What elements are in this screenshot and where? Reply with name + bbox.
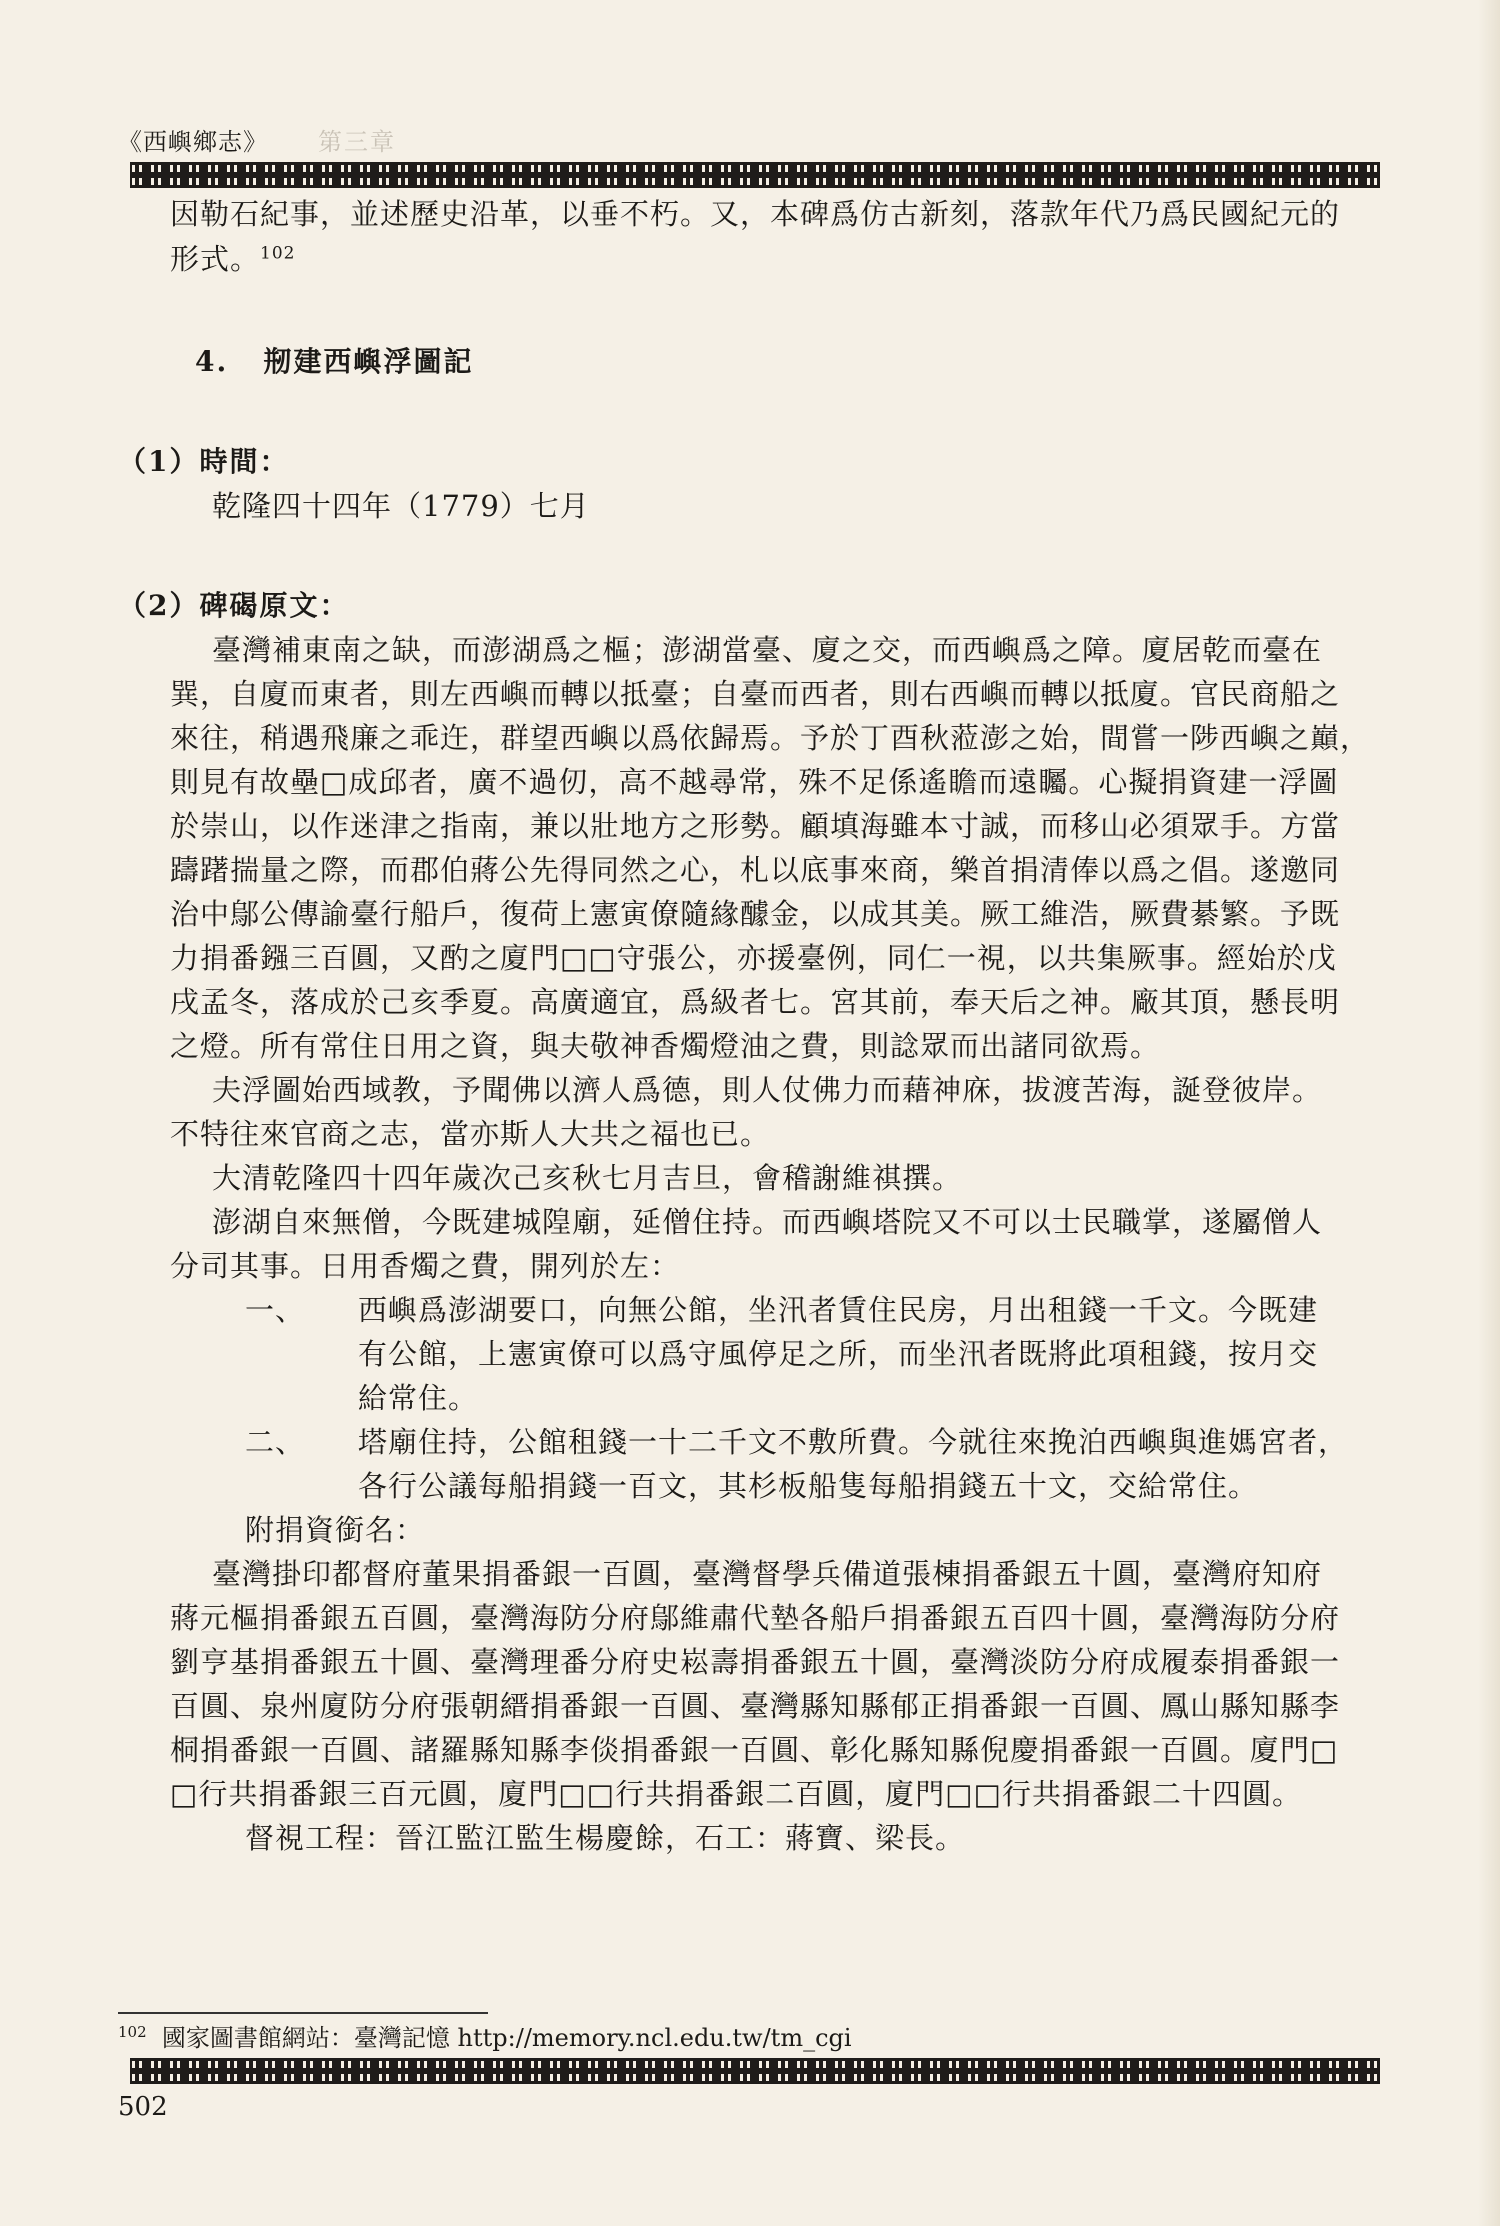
time-value: 乾隆四十四年（1779）七月	[212, 489, 590, 523]
donor-line: 蔣元樞捐番銀五百圓，臺灣海防分府鄔維肅代墊各船戶捐番銀五百四十圓，臺灣海防分府	[170, 1601, 1341, 1635]
donor-line: 桐捐番銀一百圓、諸羅縣知縣李倓捐番銀一百圓、彰化縣知縣倪慶捐番銀一百圓。廈門□	[170, 1733, 1339, 1767]
stele-line: 大清乾隆四十四年歲次己亥秋七月吉旦，會稽謝維祺撰。	[212, 1161, 963, 1195]
item-line: 西嶼爲澎湖要口，向無公館，坐汛者賃住民房，月出租錢一千文。今既建	[358, 1293, 1319, 1327]
footnote-text: 國家圖書館網站：臺灣記憶 http://memory.ncl.edu.tw/tm_cgi	[161, 2024, 852, 2052]
intro-line-2: 形式。$^{102}$	[170, 242, 296, 276]
item-number: 二、	[245, 1425, 306, 1459]
stele-line: 不特往來官商之志，當亦斯人大共之福也已。	[170, 1117, 771, 1151]
footnote-ref: 102	[260, 243, 296, 264]
donors-label: 附捐資銜名：	[245, 1513, 426, 1547]
time-label: （1）時間：	[118, 445, 290, 478]
donor-line: 劉亨基捐番銀五十圓、臺灣理番分府史崧壽捐番銀五十圓，臺灣淡防分府成履泰捐番銀一	[170, 1645, 1341, 1679]
stele-line: 澎湖自來無僧，今既建城隍廟，延僧住持。而西嶼塔院又不可以士民職掌，遂屬僧人	[212, 1205, 1323, 1239]
stele-line: 分司其事。日用香燭之費，開列於左：	[170, 1249, 681, 1283]
item-line: 塔廟住持，公館租錢一十二千文不敷所費。今就往來挽泊西嶼與進媽宮者，	[358, 1425, 1349, 1459]
stele-line: 來往，稍遇飛廉之乖迕，群望西嶼以爲依歸焉。予於丁酉秋蒞澎之始，間嘗一陟西嶼之巔，	[170, 721, 1371, 755]
stele-line: 於崇山，以作迷津之指南，兼以壯地方之形勢。顧填海雖本寸誠，而移山必須眾手。方當	[170, 809, 1341, 843]
donor-line: 百圓、泉州廈防分府張朝縉捐番銀一百圓、臺灣縣知縣郁正捐番銀一百圓、鳳山縣知縣李	[170, 1689, 1341, 1723]
item-line: 有公館，上憲寅僚可以爲守風停足之所，而坐汛者既將此項租錢，按月交	[358, 1337, 1319, 1371]
stele-line: 則見有故壘□成邱者，廣不過仞，高不越尋常，殊不足係遙瞻而遠矚。心擬捐資建一浮圖	[170, 765, 1339, 799]
section-heading: 4. 剏建西嶼浮圖記	[195, 345, 474, 378]
running-header-bleed-through: 第三章	[318, 128, 396, 156]
item-number: 一、	[245, 1293, 306, 1327]
bottom-decorative-fret-border	[130, 2058, 1380, 2084]
stele-line: 戌孟冬，落成於己亥季夏。高廣適宜，爲級者七。宮其前，奉天后之神。廠其頂，懸長明	[170, 985, 1341, 1019]
footnote-rule	[118, 2012, 488, 2014]
footnote-number: 102	[118, 2023, 147, 2041]
stele-line: 夫浮圖始西域教，予聞佛以濟人爲德，則人仗佛力而藉神庥，拔渡苦海，誕登彼岸。	[212, 1073, 1323, 1107]
donor-line: 臺灣掛印都督府董果捐番銀一百圓，臺灣督學兵備道張棟捐番銀五十圓，臺灣府知府	[212, 1557, 1323, 1591]
stele-line: 力捐番鏹三百圓，又酌之廈門□□守張公，亦援臺例，同仁一視，以共集厥事。經始於戊	[170, 941, 1337, 975]
stele-line: 巽，自廈而東者，則左西嶼而轉以抵臺；自臺而西者，則右西嶼而轉以抵廈。官民商船之	[170, 677, 1341, 711]
page-number: 502	[118, 2092, 168, 2122]
page-edge-shadow	[1478, 0, 1500, 2226]
donor-line: □行共捐番銀三百元圓，廈門□□行共捐番銀二百圓，廈門□□行共捐番銀二十四圓。	[170, 1777, 1303, 1811]
item-line: 給常住。	[358, 1381, 479, 1415]
item-line: 各行公議每船捐錢一百文，其杉板船隻每船捐錢五十文，交給常住。	[358, 1469, 1259, 1503]
stele-line: 治中鄔公傳諭臺行船戶，復荷上憲寅僚隨緣醵金，以成其美。厥工維浩，厥費綦繁。予既	[170, 897, 1341, 931]
stele-line: 臺灣補東南之缺，而澎湖爲之樞；澎湖當臺、廈之交，而西嶼爲之障。廈居乾而臺在	[212, 633, 1323, 667]
stele-line: 之燈。所有常住日用之資，與夫敬神香燭燈油之費，則諗眾而出諸同欲焉。	[170, 1029, 1161, 1063]
stele-line: 躊躇揣量之際，而郡伯蔣公先得同然之心，札以底事來商，樂首捐清俸以爲之倡。遂邀同	[170, 853, 1341, 887]
supervisor-line: 督視工程：晉江監江監生楊慶餘，石工：蔣寶、梁長。	[245, 1821, 966, 1855]
footnote	[118, 2018, 852, 2053]
running-header-book-title: 《西嶼鄉志》	[118, 128, 268, 156]
top-decorative-fret-border	[130, 162, 1380, 188]
intro-line-1: 因勒石紀事，並述歷史沿革，以垂不朽。又，本碑爲仿古新刻，落款年代乃爲民國紀元的	[170, 197, 1341, 231]
stele-text-label: （2）碑碣原文：	[118, 589, 350, 622]
